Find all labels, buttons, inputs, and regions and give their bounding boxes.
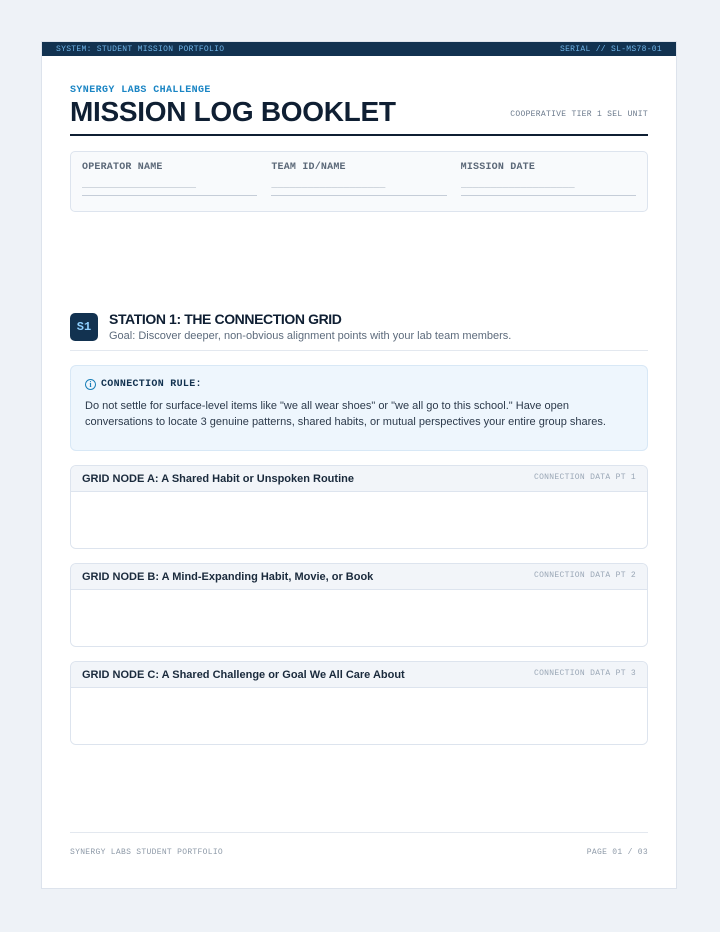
tier-label: COOPERATIVE TIER 1 SEL UNIT xyxy=(510,110,648,119)
identity-fields xyxy=(70,151,648,212)
node-answer-area[interactable] xyxy=(71,492,647,548)
station-title: STATION 1: THE CONNECTION GRID xyxy=(109,311,342,327)
write-line[interactable]: ___________________ xyxy=(271,179,446,196)
node-tag: CONNECTION DATA PT 3 xyxy=(533,668,636,678)
grid-node-b xyxy=(70,563,648,647)
station-badge: S1 xyxy=(70,313,98,341)
station-text xyxy=(109,311,511,342)
field-label: MISSION DATE xyxy=(460,162,536,173)
page-content xyxy=(70,56,648,745)
rule-label: CONNECTION RULE: xyxy=(101,379,202,390)
system-label: SYSTEM: STUDENT MISSION PORTFOLIO xyxy=(56,44,225,54)
operator-name-field[interactable] xyxy=(82,152,257,211)
node-title: GRID NODE B: A Mind-Expanding Habit, Movie, or Book xyxy=(82,570,374,583)
title-row xyxy=(70,96,648,136)
node-header xyxy=(71,564,647,590)
node-header xyxy=(71,466,647,492)
node-answer-area[interactable] xyxy=(71,590,647,646)
grid-node-c xyxy=(70,661,648,745)
node-header xyxy=(71,662,647,688)
page-title: MISSION LOG BOOKLET xyxy=(70,96,396,127)
page-footer xyxy=(70,832,648,857)
station-header xyxy=(70,311,648,351)
rule-heading xyxy=(85,379,633,390)
system-bar xyxy=(42,42,676,56)
rule-text: Do not settle for surface-level items like "we all wear shoes" or "we all go to this school." Have open conversations to locate 3 genuine patterns, shared habits, or mutual perspectives your entire group shares. xyxy=(85,400,606,428)
field-label: OPERATOR NAME xyxy=(82,162,163,173)
node-answer-area[interactable] xyxy=(71,688,647,744)
write-line[interactable]: ___________________ xyxy=(82,179,257,196)
field-label: TEAM ID/NAME xyxy=(271,162,346,173)
station-goal: Goal: Discover deeper, non-obvious alignment points with your lab team members. xyxy=(109,330,512,342)
mission-date-field[interactable] xyxy=(461,152,636,211)
footer-label: SYNERGY LABS STUDENT PORTFOLIO xyxy=(70,848,224,857)
grid-node-a xyxy=(70,465,648,549)
write-line[interactable]: ___________________ xyxy=(461,179,636,196)
page-number: PAGE 01 / 03 xyxy=(586,848,648,857)
node-title: GRID NODE C: A Shared Challenge or Goal We All Care About xyxy=(82,668,405,681)
connection-rule-box xyxy=(70,365,648,451)
node-title: GRID NODE A: A Shared Habit or Unspoken Routine xyxy=(82,472,354,485)
serial-label: SERIAL // SL-MS78-01 xyxy=(559,44,662,54)
info-icon: i xyxy=(85,379,96,390)
booklet-page xyxy=(42,42,676,888)
node-tag: CONNECTION DATA PT 1 xyxy=(533,472,636,482)
team-id-field[interactable] xyxy=(271,152,446,211)
challenge-kicker: SYNERGY LABS CHALLENGE xyxy=(70,85,211,96)
node-tag: CONNECTION DATA PT 2 xyxy=(533,570,636,580)
